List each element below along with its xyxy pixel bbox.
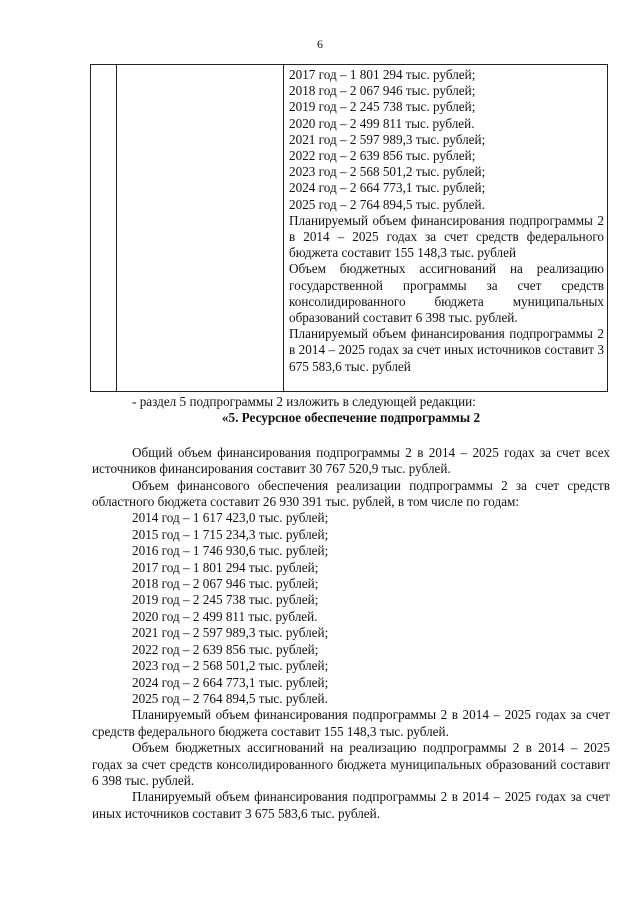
table-column-divider: [283, 65, 284, 391]
funding-table: [90, 64, 608, 392]
table-content-cell: [289, 67, 604, 375]
year-line: 2020 год – 2 499 811 тыс. рублей.: [132, 608, 318, 624]
table-year-line: 2018 год – 2 067 946 тыс. рублей;: [289, 83, 476, 99]
page-number: 6: [317, 37, 323, 51]
table-year-line: 2020 год – 2 499 811 тыс. рублей.: [289, 115, 475, 131]
table-year-line: 2019 год – 2 245 738 тыс. рублей;: [289, 99, 476, 115]
total-financing-paragraph: Общий объем финансирования подпрограммы 2 в 2014 – 2025 годах за счет всех источников финансирования составит 30 767 520,9 тыс. рублей.: [92, 444, 610, 477]
year-line: 2016 год – 1 746 930,6 тыс. рублей;: [132, 543, 329, 559]
year-line: 2025 год – 2 764 894,5 тыс. рублей.: [132, 690, 328, 706]
table-year-line: 2025 год – 2 764 894,5 тыс. рублей.: [289, 196, 485, 212]
table-year-line: 2022 год – 2 639 856 тыс. рублей;: [289, 148, 476, 164]
table-year-line: 2017 год – 1 801 294 тыс. рублей;: [289, 67, 476, 82]
federal-budget-paragraph: Планируемый объем финансирования подпрограммы 2 в 2014 – 2025 годах за счет средств федерального бюджета составит 155 148,3 тыс. рублей.: [92, 707, 610, 739]
amendment-instruction: - раздел 5 подпрограммы 2 изложить в следующей редакции:: [132, 394, 476, 409]
year-line: 2022 год – 2 639 856 тыс. рублей;: [132, 641, 319, 657]
regional-budget-paragraph: Объем финансового обеспечения реализации подпрограммы 2 за счет средств областного бюджета составит 26 930 391 тыс. рублей, в том числе по годам:: [92, 477, 610, 510]
table-year-line: 2021 год – 2 597 989,3 тыс. рублей;: [289, 131, 486, 147]
section-title: «5. Ресурсное обеспечение подпрограммы 2: [221, 410, 481, 426]
table-column-divider: [116, 65, 117, 391]
municipal-budget-paragraph: Объем бюджетных ассигнований на реализацию подпрограммы 2 в 2014 – 2025 годах за счет средств консолидированного бюджета муниципальных образований составит 6 398 тыс. рублей.: [92, 740, 610, 788]
year-line: 2024 год – 2 664 773,1 тыс. рублей;: [132, 674, 329, 690]
year-line: 2015 год – 1 715 234,3 тыс. рублей;: [132, 526, 329, 542]
year-line: 2014 год – 1 617 423,0 тыс. рублей;: [132, 510, 329, 526]
table-year-line: 2023 год – 2 568 501,2 тыс. рублей;: [289, 164, 486, 180]
year-line: 2018 год – 2 067 946 тыс. рублей;: [132, 576, 319, 592]
year-line: 2021 год – 2 597 989,3 тыс. рублей;: [132, 625, 329, 641]
other-sources-paragraph: Планируемый объем финансирования подпрограммы 2 в 2014 – 2025 годах за счет иных источников составит 3 675 583,6 тыс. рублей.: [92, 789, 610, 821]
table-municipal-paragraph: Объем бюджетных ассигнований на реализацию государственной программы за счет средств консолидированного бюджета муниципальных образований составит 6 398 тыс. рублей.: [289, 261, 604, 326]
table-federal-paragraph: Планируемый объем финансирования подпрограммы 2 в 2014 – 2025 годах за счет средств федерального бюджета составит 155 148,3 тыс. рублей: [289, 212, 604, 261]
year-line: 2019 год – 2 245 738 тыс. рублей;: [132, 592, 319, 608]
body-text: [92, 394, 610, 822]
table-other-paragraph: Планируемый объем финансирования подпрограммы 2 в 2014 – 2025 годах за счет иных источников составит 3 675 583,6 тыс. рублей: [289, 326, 604, 374]
year-line: 2023 год – 2 568 501,2 тыс. рублей;: [132, 658, 329, 674]
year-line: 2017 год – 1 801 294 тыс. рублей;: [132, 559, 319, 575]
table-year-line: 2024 год – 2 664 773,1 тыс. рублей;: [289, 180, 486, 196]
